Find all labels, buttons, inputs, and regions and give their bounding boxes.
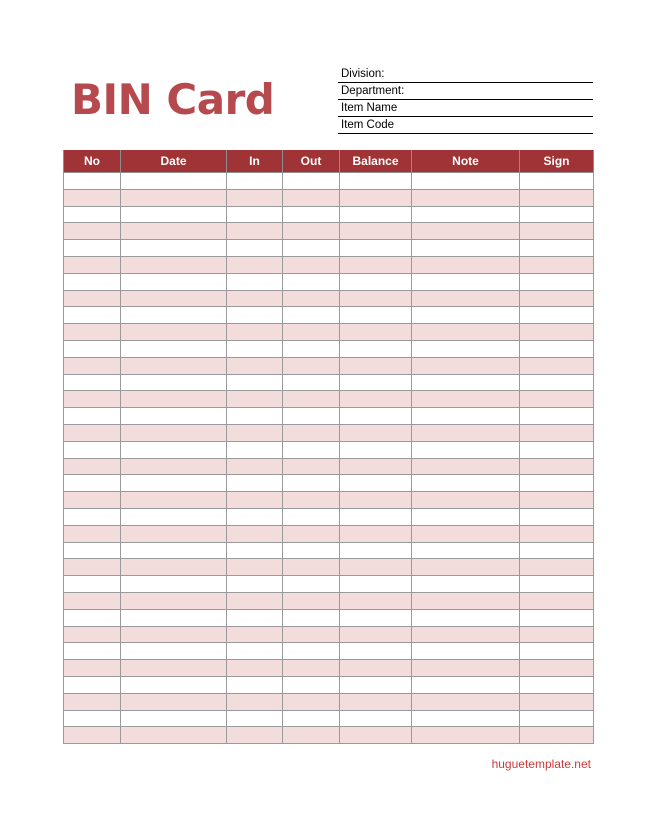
cell-balance[interactable] — [340, 441, 412, 458]
cell-date[interactable] — [121, 206, 227, 223]
cell-date[interactable] — [121, 643, 227, 660]
cell-out[interactable] — [283, 391, 340, 408]
cell-out[interactable] — [283, 525, 340, 542]
cell-out[interactable] — [283, 424, 340, 441]
cell-no[interactable] — [64, 290, 121, 307]
cell-sign[interactable] — [520, 660, 594, 677]
table-row — [64, 492, 594, 509]
cell-note[interactable] — [412, 273, 520, 290]
cell-sign[interactable] — [520, 307, 594, 324]
cell-sign[interactable] — [520, 256, 594, 273]
cell-no[interactable] — [64, 307, 121, 324]
cell-date[interactable] — [121, 324, 227, 341]
column-header-in: In — [227, 150, 283, 173]
cell-date[interactable] — [121, 710, 227, 727]
cell-sign[interactable] — [520, 592, 594, 609]
cell-in[interactable] — [227, 626, 283, 643]
table-row — [64, 340, 594, 357]
cell-in[interactable] — [227, 458, 283, 475]
table-row — [64, 592, 594, 609]
cell-in[interactable] — [227, 206, 283, 223]
cell-in[interactable] — [227, 240, 283, 257]
cell-note[interactable] — [412, 508, 520, 525]
cell-note[interactable] — [412, 643, 520, 660]
cell-sign[interactable] — [520, 559, 594, 576]
cell-no[interactable] — [64, 273, 121, 290]
cell-in[interactable] — [227, 223, 283, 240]
cell-balance[interactable] — [340, 643, 412, 660]
cell-no[interactable] — [64, 206, 121, 223]
table-row — [64, 307, 594, 324]
cell-no[interactable] — [64, 676, 121, 693]
cell-sign[interactable] — [520, 223, 594, 240]
cell-balance[interactable] — [340, 525, 412, 542]
cell-no[interactable] — [64, 727, 121, 744]
cell-no[interactable] — [64, 643, 121, 660]
cell-date[interactable] — [121, 173, 227, 190]
cell-out[interactable] — [283, 340, 340, 357]
cell-out[interactable] — [283, 492, 340, 509]
cell-in[interactable] — [227, 357, 283, 374]
column-header-balance: Balance — [340, 150, 412, 173]
cell-sign[interactable] — [520, 324, 594, 341]
cell-in[interactable] — [227, 693, 283, 710]
item-code-field[interactable]: Item Code — [338, 117, 593, 134]
department-field[interactable]: Department: — [338, 83, 593, 100]
cell-note[interactable] — [412, 189, 520, 206]
cell-note[interactable] — [412, 424, 520, 441]
cell-balance[interactable] — [340, 290, 412, 307]
cell-balance[interactable] — [340, 576, 412, 593]
table-row — [64, 458, 594, 475]
cell-note[interactable] — [412, 391, 520, 408]
cell-no[interactable] — [64, 324, 121, 341]
table-row — [64, 223, 594, 240]
cell-out[interactable] — [283, 508, 340, 525]
cell-no[interactable] — [64, 508, 121, 525]
cell-note[interactable] — [412, 660, 520, 677]
cell-sign[interactable] — [520, 542, 594, 559]
cell-balance[interactable] — [340, 559, 412, 576]
cell-no[interactable] — [64, 441, 121, 458]
cell-balance[interactable] — [340, 173, 412, 190]
cell-sign[interactable] — [520, 374, 594, 391]
cell-note[interactable] — [412, 290, 520, 307]
cell-out[interactable] — [283, 458, 340, 475]
cell-sign[interactable] — [520, 408, 594, 425]
cell-no[interactable] — [64, 240, 121, 257]
page-title: BIN Card — [71, 75, 275, 124]
cell-date[interactable] — [121, 508, 227, 525]
cell-no[interactable] — [64, 391, 121, 408]
cell-note[interactable] — [412, 441, 520, 458]
cell-balance[interactable] — [340, 710, 412, 727]
cell-out[interactable] — [283, 173, 340, 190]
cell-in[interactable] — [227, 576, 283, 593]
cell-date[interactable] — [121, 340, 227, 357]
cell-note[interactable] — [412, 307, 520, 324]
cell-in[interactable] — [227, 676, 283, 693]
cell-date[interactable] — [121, 307, 227, 324]
cell-out[interactable] — [283, 676, 340, 693]
cell-no[interactable] — [64, 492, 121, 509]
cell-in[interactable] — [227, 408, 283, 425]
cell-in[interactable] — [227, 340, 283, 357]
cell-date[interactable] — [121, 727, 227, 744]
table-row — [64, 559, 594, 576]
cell-sign[interactable] — [520, 609, 594, 626]
cell-out[interactable] — [283, 542, 340, 559]
cell-no[interactable] — [64, 592, 121, 609]
cell-in[interactable] — [227, 492, 283, 509]
table-row — [64, 609, 594, 626]
cell-note[interactable] — [412, 340, 520, 357]
table-header-row — [64, 150, 594, 173]
cell-sign[interactable] — [520, 290, 594, 307]
cell-out[interactable] — [283, 408, 340, 425]
table-row — [64, 643, 594, 660]
cell-date[interactable] — [121, 256, 227, 273]
cell-note[interactable] — [412, 206, 520, 223]
cell-out[interactable] — [283, 626, 340, 643]
table-row — [64, 508, 594, 525]
cell-note[interactable] — [412, 727, 520, 744]
cell-date[interactable] — [121, 592, 227, 609]
table-row — [64, 391, 594, 408]
cell-no[interactable] — [64, 340, 121, 357]
cell-in[interactable] — [227, 475, 283, 492]
cell-in[interactable] — [227, 189, 283, 206]
cell-date[interactable] — [121, 441, 227, 458]
cell-sign[interactable] — [520, 340, 594, 357]
cell-in[interactable] — [227, 307, 283, 324]
cell-sign[interactable] — [520, 441, 594, 458]
column-header-no: No — [64, 150, 121, 173]
cell-balance[interactable] — [340, 542, 412, 559]
cell-no[interactable] — [64, 693, 121, 710]
cell-balance[interactable] — [340, 609, 412, 626]
cell-no[interactable] — [64, 660, 121, 677]
cell-sign[interactable] — [520, 710, 594, 727]
cell-date[interactable] — [121, 408, 227, 425]
cell-sign[interactable] — [520, 643, 594, 660]
cell-note[interactable] — [412, 223, 520, 240]
table-row — [64, 290, 594, 307]
column-header-date: Date — [121, 150, 227, 173]
cell-sign[interactable] — [520, 458, 594, 475]
cell-note[interactable] — [412, 710, 520, 727]
cell-note[interactable] — [412, 626, 520, 643]
cell-date[interactable] — [121, 374, 227, 391]
cell-balance[interactable] — [340, 374, 412, 391]
table-row — [64, 693, 594, 710]
cell-no[interactable] — [64, 626, 121, 643]
column-header-sign: Sign — [520, 150, 594, 173]
cell-sign[interactable] — [520, 273, 594, 290]
cell-date[interactable] — [121, 492, 227, 509]
cell-balance[interactable] — [340, 206, 412, 223]
cell-out[interactable] — [283, 374, 340, 391]
cell-in[interactable] — [227, 424, 283, 441]
cell-balance[interactable] — [340, 357, 412, 374]
cell-in[interactable] — [227, 324, 283, 341]
cell-date[interactable] — [121, 559, 227, 576]
cell-sign[interactable] — [520, 240, 594, 257]
cell-in[interactable] — [227, 660, 283, 677]
cell-balance[interactable] — [340, 727, 412, 744]
cell-date[interactable] — [121, 525, 227, 542]
cell-sign[interactable] — [520, 391, 594, 408]
table-row — [64, 189, 594, 206]
cell-date[interactable] — [121, 693, 227, 710]
cell-note[interactable] — [412, 559, 520, 576]
cell-out[interactable] — [283, 273, 340, 290]
cell-date[interactable] — [121, 223, 227, 240]
cell-note[interactable] — [412, 374, 520, 391]
cell-out[interactable] — [283, 441, 340, 458]
table-row — [64, 374, 594, 391]
column-header-out: Out — [283, 150, 340, 173]
cell-no[interactable] — [64, 525, 121, 542]
cell-sign[interactable] — [520, 727, 594, 744]
cell-sign[interactable] — [520, 626, 594, 643]
cell-balance[interactable] — [340, 458, 412, 475]
cell-date[interactable] — [121, 424, 227, 441]
table-row — [64, 660, 594, 677]
table-row — [64, 324, 594, 341]
cell-balance[interactable] — [340, 240, 412, 257]
cell-date[interactable] — [121, 290, 227, 307]
cell-note[interactable] — [412, 173, 520, 190]
cell-date[interactable] — [121, 189, 227, 206]
bin-card-table — [63, 150, 594, 744]
cell-in[interactable] — [227, 643, 283, 660]
cell-note[interactable] — [412, 324, 520, 341]
cell-out[interactable] — [283, 223, 340, 240]
cell-balance[interactable] — [340, 256, 412, 273]
cell-no[interactable] — [64, 256, 121, 273]
cell-in[interactable] — [227, 256, 283, 273]
cell-out[interactable] — [283, 693, 340, 710]
cell-no[interactable] — [64, 576, 121, 593]
cell-date[interactable] — [121, 391, 227, 408]
cell-date[interactable] — [121, 576, 227, 593]
cell-note[interactable] — [412, 576, 520, 593]
cell-in[interactable] — [227, 592, 283, 609]
cell-no[interactable] — [64, 710, 121, 727]
cell-balance[interactable] — [340, 223, 412, 240]
cell-sign[interactable] — [520, 206, 594, 223]
cell-note[interactable] — [412, 408, 520, 425]
cell-in[interactable] — [227, 542, 283, 559]
cell-date[interactable] — [121, 660, 227, 677]
cell-note[interactable] — [412, 475, 520, 492]
cell-date[interactable] — [121, 676, 227, 693]
table-row — [64, 273, 594, 290]
cell-note[interactable] — [412, 525, 520, 542]
cell-balance[interactable] — [340, 273, 412, 290]
cell-out[interactable] — [283, 576, 340, 593]
table-row — [64, 206, 594, 223]
cell-in[interactable] — [227, 559, 283, 576]
cell-out[interactable] — [283, 324, 340, 341]
cell-out[interactable] — [283, 643, 340, 660]
table-row — [64, 240, 594, 257]
cell-in[interactable] — [227, 727, 283, 744]
cell-out[interactable] — [283, 660, 340, 677]
cell-no[interactable] — [64, 458, 121, 475]
cell-no[interactable] — [64, 357, 121, 374]
cell-balance[interactable] — [340, 391, 412, 408]
cell-out[interactable] — [283, 240, 340, 257]
division-field[interactable]: Division: — [338, 66, 593, 83]
cell-note[interactable] — [412, 256, 520, 273]
cell-sign[interactable] — [520, 424, 594, 441]
cell-balance[interactable] — [340, 676, 412, 693]
cell-note[interactable] — [412, 492, 520, 509]
cell-no[interactable] — [64, 374, 121, 391]
table-row — [64, 424, 594, 441]
cell-no[interactable] — [64, 475, 121, 492]
column-header-note: Note — [412, 150, 520, 173]
website-link[interactable]: huguetemplate.net — [491, 757, 591, 771]
cell-no[interactable] — [64, 223, 121, 240]
cell-date[interactable] — [121, 475, 227, 492]
cell-sign[interactable] — [520, 475, 594, 492]
table-body — [64, 173, 594, 744]
cell-out[interactable] — [283, 206, 340, 223]
cell-out[interactable] — [283, 559, 340, 576]
cell-out[interactable] — [283, 592, 340, 609]
table-row — [64, 408, 594, 425]
cell-in[interactable] — [227, 273, 283, 290]
cell-in[interactable] — [227, 508, 283, 525]
cell-in[interactable] — [227, 374, 283, 391]
cell-sign[interactable] — [520, 173, 594, 190]
cell-out[interactable] — [283, 710, 340, 727]
cell-balance[interactable] — [340, 693, 412, 710]
cell-sign[interactable] — [520, 693, 594, 710]
cell-balance[interactable] — [340, 592, 412, 609]
cell-date[interactable] — [121, 357, 227, 374]
cell-note[interactable] — [412, 693, 520, 710]
table-row — [64, 542, 594, 559]
cell-date[interactable] — [121, 458, 227, 475]
item-name-field[interactable]: Item Name — [338, 100, 593, 117]
cell-in[interactable] — [227, 391, 283, 408]
table-row — [64, 256, 594, 273]
cell-balance[interactable] — [340, 508, 412, 525]
cell-date[interactable] — [121, 273, 227, 290]
cell-balance[interactable] — [340, 324, 412, 341]
cell-balance[interactable] — [340, 424, 412, 441]
cell-no[interactable] — [64, 424, 121, 441]
table-row — [64, 441, 594, 458]
cell-balance[interactable] — [340, 340, 412, 357]
table-row — [64, 626, 594, 643]
cell-no[interactable] — [64, 408, 121, 425]
cell-balance[interactable] — [340, 307, 412, 324]
table-row — [64, 676, 594, 693]
cell-note[interactable] — [412, 458, 520, 475]
cell-no[interactable] — [64, 173, 121, 190]
cell-out[interactable] — [283, 357, 340, 374]
cell-balance[interactable] — [340, 189, 412, 206]
cell-note[interactable] — [412, 609, 520, 626]
cell-in[interactable] — [227, 525, 283, 542]
cell-balance[interactable] — [340, 492, 412, 509]
cell-date[interactable] — [121, 609, 227, 626]
cell-date[interactable] — [121, 542, 227, 559]
cell-sign[interactable] — [520, 189, 594, 206]
cell-no[interactable] — [64, 189, 121, 206]
cell-date[interactable] — [121, 626, 227, 643]
cell-date[interactable] — [121, 240, 227, 257]
cell-in[interactable] — [227, 710, 283, 727]
cell-no[interactable] — [64, 542, 121, 559]
cell-out[interactable] — [283, 609, 340, 626]
cell-out[interactable] — [283, 256, 340, 273]
cell-note[interactable] — [412, 542, 520, 559]
item-info-block — [338, 66, 593, 134]
cell-note[interactable] — [412, 676, 520, 693]
cell-no[interactable] — [64, 609, 121, 626]
cell-out[interactable] — [283, 307, 340, 324]
cell-no[interactable] — [64, 559, 121, 576]
table-row — [64, 710, 594, 727]
cell-in[interactable] — [227, 609, 283, 626]
table-row — [64, 173, 594, 190]
table-row — [64, 525, 594, 542]
cell-balance[interactable] — [340, 660, 412, 677]
cell-sign[interactable] — [520, 525, 594, 542]
table-row — [64, 576, 594, 593]
cell-out[interactable] — [283, 189, 340, 206]
cell-note[interactable] — [412, 592, 520, 609]
cell-note[interactable] — [412, 240, 520, 257]
table-row — [64, 727, 594, 744]
cell-sign[interactable] — [520, 492, 594, 509]
cell-in[interactable] — [227, 173, 283, 190]
cell-out[interactable] — [283, 475, 340, 492]
table-row — [64, 357, 594, 374]
cell-sign[interactable] — [520, 508, 594, 525]
cell-out[interactable] — [283, 290, 340, 307]
cell-in[interactable] — [227, 441, 283, 458]
cell-balance[interactable] — [340, 626, 412, 643]
cell-sign[interactable] — [520, 676, 594, 693]
table-row — [64, 475, 594, 492]
cell-balance[interactable] — [340, 475, 412, 492]
cell-sign[interactable] — [520, 357, 594, 374]
cell-out[interactable] — [283, 727, 340, 744]
cell-sign[interactable] — [520, 576, 594, 593]
cell-balance[interactable] — [340, 408, 412, 425]
cell-note[interactable] — [412, 357, 520, 374]
cell-in[interactable] — [227, 290, 283, 307]
